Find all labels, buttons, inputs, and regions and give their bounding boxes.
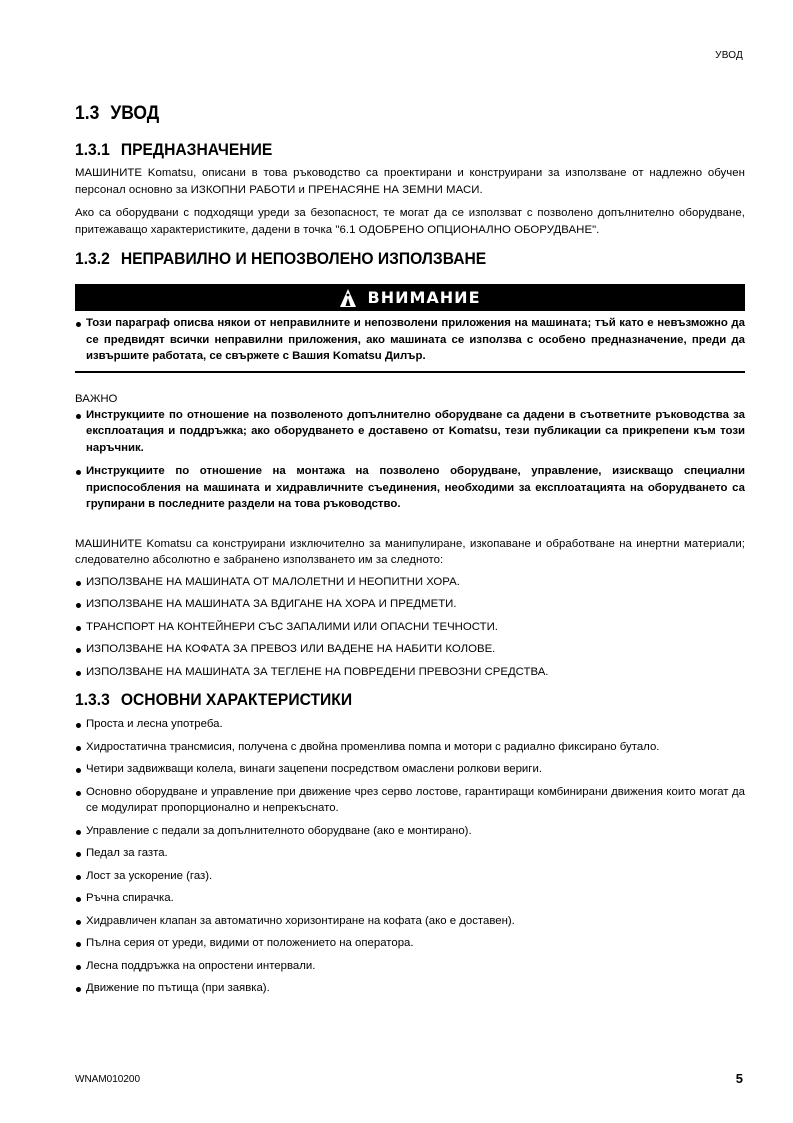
features-heading <box>75 688 691 712</box>
purpose-paragraph-2: Ако са оборудвани с подходящи уреди за безопасност, те могат да се използват с позволено допълнително оборудване, притежаващо характеристиките, дадени в точка "6.1 ОДОБРЕНО ОПЦИОНАЛНО ОБОРУДВАНЕ". <box>75 207 745 236</box>
purpose-heading <box>75 138 691 162</box>
warning-list <box>75 315 745 365</box>
prohibited-item: ТРАНСПОРТ НА КОНТЕЙНЕРИ СЪС ЗАПАЛИМИ ИЛИ ОПАСНИ ТЕЧНОСТИ. <box>75 619 745 636</box>
feature-item: Педал за газта. <box>75 845 745 862</box>
feature-item: Хидравличен клапан за автоматично хоризонтиране на кофата (ако е доставен). <box>75 913 745 930</box>
prohibited-item: ИЗПОЛЗВАНЕ НА МАШИНАТА ЗА ТЕГЛЕНЕ НА ПОВРЕДЕНИ ПРЕВОЗНИ СРЕДСТВА. <box>75 664 745 681</box>
feature-item: Основно оборудване и управление при движение чрез серво лостове, гарантиращи комбинирани движения които могат да се модулират пропорционално и непрекъснато. <box>75 784 745 817</box>
prohibited-intro: МАШИНИТЕ Komatsu са конструирани изключително за манипулиране, изкопаване и обработване на инертни материали; следователно абсолютно е забранено използването им за следното: <box>75 537 745 566</box>
purpose-title: ПРЕДНАЗНАЧЕНИЕ <box>120 140 273 159</box>
feature-item: Лесна поддръжка на опростени интервали. <box>75 958 745 975</box>
feature-item: Движение по пътища (при заявка). <box>75 980 745 997</box>
warning-box <box>75 284 745 373</box>
running-header: УВОД <box>715 50 743 61</box>
warning-header <box>75 284 745 311</box>
important-label: ВАЖНО <box>75 392 118 405</box>
feature-item: Четири задвижващи колела, винаги зацепени посредством омаслени ролкови вериги. <box>75 761 745 778</box>
feature-item: Проста и лесна употреба. <box>75 716 745 733</box>
important-list <box>75 407 745 513</box>
improper-use-number: 1.3.2 <box>75 249 110 268</box>
features-list <box>75 716 745 997</box>
improper-use-heading <box>75 247 691 271</box>
warning-bottom-rule <box>75 371 745 373</box>
page-number: 5 <box>735 1071 743 1086</box>
important-item: Инструкциите по отношение на монтажа на позволено оборудване, управление, изискващо специални приспособления на машината и хидравличните съединения, необходими за експлоатацията на оборудването са групирани в последните раздели на това ръководство. <box>75 463 745 513</box>
warning-item: Този параграф описва някои от неправилните и непозволени приложения на машината; тъй като е невъзможно да се предвидят всички неправилни приложения, ако машината се използва с особено предназначение, преди да извършите работата, се свържете с Вашия Komatsu Дилър. <box>75 315 745 365</box>
prohibited-item: ИЗПОЛЗВАНЕ НА КОФАТА ЗА ПРЕВОЗ ИЛИ ВАДЕНЕ НА НАБИТИ КОЛОВЕ. <box>75 641 745 658</box>
warning-triangle-icon <box>340 289 356 307</box>
features-number: 1.3.3 <box>75 690 110 709</box>
features-title: ОСНОВНИ ХАРАКТЕРИСТИКИ <box>120 690 353 709</box>
feature-item: Хидростатична трансмисия, получена с двойна променлива помпа и мотори с радиално фиксирано бутало. <box>75 739 745 756</box>
section-number: 1.3 <box>75 103 100 124</box>
page-content <box>75 100 745 997</box>
prohibited-list <box>75 574 745 681</box>
document-code: WNAM010200 <box>75 1074 141 1085</box>
section-heading <box>75 100 691 128</box>
feature-item: Лост за ускорение (газ). <box>75 868 745 885</box>
feature-item: Управление с педали за допълнителното оборудване (ако е монтирано). <box>75 823 745 840</box>
improper-use-title: НЕПРАВИЛНО И НЕПОЗВОЛЕНО ИЗПОЛЗВАНЕ <box>120 249 487 268</box>
feature-item: Пълна серия от уреди, видими от положението на оператора. <box>75 935 745 952</box>
important-item: Инструкциите по отношение на позволеното допълнително оборудване са дадени в съответните ръководства за експлоатация и поддръжка; ако оборудването е доставено от Komatsu, тези публикации са прикрепени към този наръчник. <box>75 407 745 457</box>
prohibited-item: ИЗПОЛЗВАНЕ НА МАШИНАТА ОТ МАЛОЛЕТНИ И НЕОПИТНИ ХОРА. <box>75 574 745 591</box>
section-title: УВОД <box>110 103 160 124</box>
purpose-paragraph-1: МАШИНИТЕ Komatsu, описани в това ръководство са проектирани и конструирани за използване от надлежно обучен персонал основно за ИЗКОПНИ РАБОТИ и ПРЕНАСЯНЕ НА ЗЕМНИ МАСИ. <box>75 167 745 196</box>
warning-title: ВНИМАНИЕ <box>367 288 481 307</box>
purpose-number: 1.3.1 <box>75 140 110 159</box>
feature-item: Ръчна спирачка. <box>75 890 745 907</box>
prohibited-item: ИЗПОЛЗВАНЕ НА МАШИНАТА ЗА ВДИГАНЕ НА ХОРА И ПРЕДМЕТИ. <box>75 596 745 613</box>
